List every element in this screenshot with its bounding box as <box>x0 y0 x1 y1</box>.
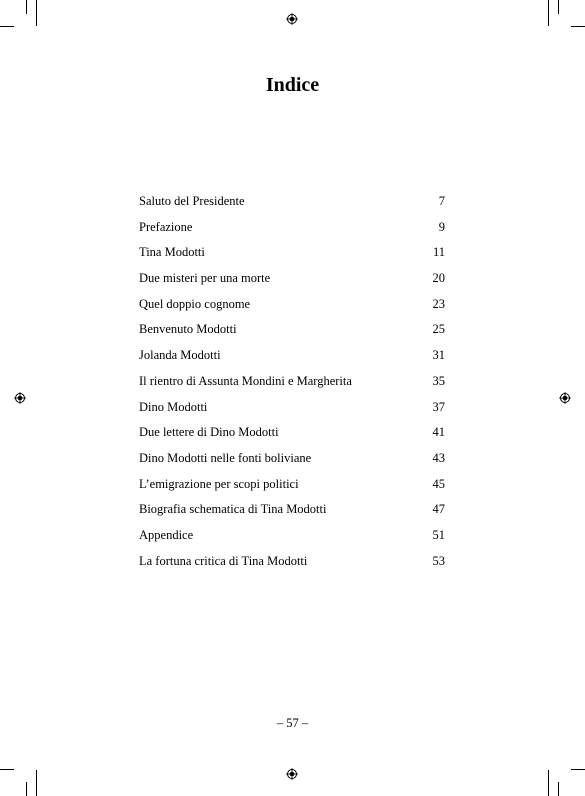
page-title: Indice <box>265 74 320 96</box>
toc-entry <box>139 475 445 501</box>
toc-entry <box>139 372 445 398</box>
toc-entry-label: L’emigrazione per scopi politici <box>139 476 299 491</box>
crop-mark <box>26 782 27 796</box>
crop-mark <box>0 26 14 27</box>
toc-entry-label: Dino Modotti nelle fonti boliviane <box>139 450 312 465</box>
toc-entry <box>139 449 445 475</box>
toc-entry-label: Dino Modotti <box>139 399 208 414</box>
crop-mark <box>548 770 549 796</box>
toc-entry <box>139 218 445 244</box>
table-of-contents <box>139 192 445 577</box>
toc-entry <box>139 398 445 424</box>
page-number: – 57 – <box>276 716 309 730</box>
toc-entry-page: 11 <box>432 245 445 260</box>
toc-entry-page: 47 <box>432 502 445 517</box>
toc-entry <box>139 526 445 552</box>
toc-entry <box>139 295 445 321</box>
toc-entry <box>139 552 445 578</box>
crop-mark <box>571 769 585 770</box>
registration-mark-icon <box>286 13 298 25</box>
toc-entry-page: 45 <box>432 476 445 491</box>
toc-entry-label: Il rientro di Assunta Mondini e Margherita <box>139 373 352 388</box>
toc-entry-label: Due lettere di Dino Modotti <box>139 425 279 440</box>
toc-entry-page: 37 <box>432 399 445 414</box>
toc-entry <box>139 192 445 218</box>
toc-entry <box>139 423 445 449</box>
toc-entry-page: 9 <box>438 219 445 234</box>
toc-entry <box>139 243 445 269</box>
toc-entry-label: Saluto del Presidente <box>139 194 245 208</box>
crop-mark <box>571 26 585 27</box>
toc-entry-page: 25 <box>432 322 445 337</box>
toc-entry-page: 31 <box>432 348 445 363</box>
toc-entry-page: 23 <box>432 296 445 311</box>
crop-mark <box>36 0 37 26</box>
toc-entry-label: Biografia schematica di Tina Modotti <box>139 502 327 517</box>
toc-entry-page: 35 <box>432 373 445 388</box>
toc-entry-label: Due misteri per una morte <box>139 271 271 286</box>
toc-entry <box>139 346 445 372</box>
toc-entry <box>139 500 445 526</box>
registration-mark-icon <box>14 392 26 404</box>
toc-entry-label: Quel doppio cognome <box>139 296 251 311</box>
toc-entry <box>139 320 445 346</box>
crop-mark <box>26 0 27 14</box>
toc-entry-label: La fortuna critica di Tina Modotti <box>139 553 308 568</box>
registration-mark-icon <box>559 392 571 404</box>
toc-entry-page: 20 <box>432 271 445 286</box>
crop-mark <box>0 769 14 770</box>
toc-entry-label: Appendice <box>139 527 194 542</box>
toc-entry <box>139 269 445 295</box>
toc-entry-page: 41 <box>432 425 445 440</box>
crop-mark <box>548 0 549 26</box>
toc-entry-label: Tina Modotti <box>139 245 205 260</box>
toc-entry-page: 43 <box>432 450 445 465</box>
toc-entry-label: Prefazione <box>139 219 193 234</box>
crop-mark <box>36 770 37 796</box>
toc-entry-label: Benvenuto Modotti <box>139 322 237 337</box>
toc-entry-page: 53 <box>432 553 445 568</box>
toc-entry-page: 51 <box>432 527 445 542</box>
crop-mark <box>558 0 559 14</box>
toc-entry-label: Jolanda Modotti <box>139 348 221 363</box>
toc-entry-page: 7 <box>438 194 445 208</box>
registration-mark-icon <box>286 768 298 780</box>
crop-mark <box>558 782 559 796</box>
